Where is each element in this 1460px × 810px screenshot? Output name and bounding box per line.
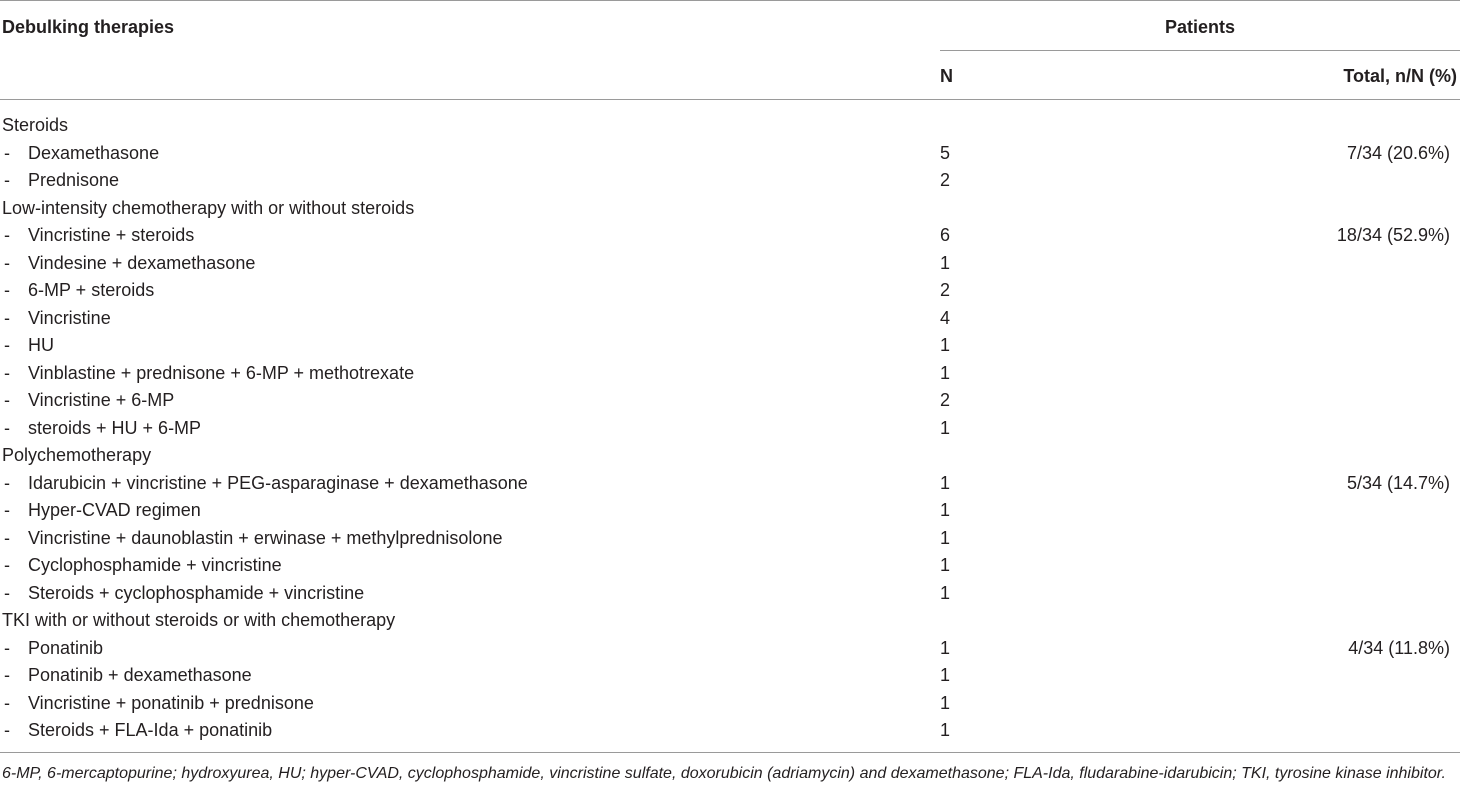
category-name: Steroids [2,115,69,135]
table-row [0,250,1460,278]
patient-count: 1 [940,527,951,548]
therapy-name: Hyper-CVAD regimen [28,500,201,520]
row-dash: - [4,225,10,245]
total-proportion: 4/34 (11.8%) [1348,637,1450,658]
therapy-name: Ponatinib + dexamethasone [28,665,252,685]
row-dash: - [4,527,10,548]
table-row [0,167,1460,195]
row-dash: - [4,555,10,575]
table-row [0,415,1460,443]
table-row [0,717,1460,745]
header-total: Total, n/N (%) [1343,66,1457,86]
row-dash: - [4,170,10,190]
category-name: TKI with or without steroids or with chemotherapy [2,610,396,630]
patient-count: 6 [940,225,951,245]
table-row [0,222,1460,250]
table-footnote: 6-MP, 6-mercaptopurine; hydroxyurea, HU; hyper-CVAD, cyclophosphamide, vincristine sulfate, doxorubicin (adriamycin) and dexamethasone; FLA-Ida, fludarabine-idarubicin; TKI, tyrosine kinase inhibitor. [2,765,1446,782]
category-name: Low-intensity chemotherapy with or without steroids [2,197,415,218]
therapy-name: Steroids + cyclophosphamide + vincristine [28,582,365,603]
patient-count: 1 [940,417,951,438]
row-dash: - [4,582,10,603]
table-row [0,690,1460,718]
therapy-name: Steroids + FLA-Ida + ponatinib [28,720,273,740]
header-n: N [940,66,953,86]
row-dash: - [4,390,10,410]
table-row [0,580,1460,608]
patient-count: 1 [940,472,951,493]
table-row [0,635,1460,663]
patient-count: 1 [940,252,951,273]
therapy-name: Dexamethasone [28,142,160,163]
table-row [0,387,1460,415]
therapy-name: Vinblastine + prednisone + 6-MP + methotrexate [28,362,415,383]
therapy-name: Vincristine [28,307,111,328]
therapy-name: steroids + HU + 6-MP [28,417,202,438]
row-dash: - [4,280,10,300]
row-dash: - [4,720,10,740]
therapy-name: Idarubicin + vincristine + PEG-asparaginase + dexamethasone [28,472,528,493]
total-proportion: 18/34 (52.9%) [1336,225,1450,245]
header-bottom-rule [0,99,1460,100]
therapy-name: Prednisone [28,170,120,190]
category-row [0,195,1460,223]
table-body [0,112,1460,745]
row-dash: - [4,307,10,328]
table-row [0,305,1460,333]
table-row [0,552,1460,580]
table-row [0,277,1460,305]
row-dash: - [4,362,10,383]
patient-count: 1 [940,555,951,575]
table-row [0,332,1460,360]
table-bottom-rule [0,752,1460,753]
row-dash: - [4,665,10,685]
total-proportion: 7/34 (20.6%) [1346,142,1450,163]
therapy-name: HU [28,335,54,355]
patients-span-rule [940,50,1460,51]
patient-count: 1 [940,665,951,685]
patient-count: 2 [940,390,951,410]
table-top-rule [0,0,1460,1]
row-dash: - [4,500,10,520]
table-row [0,470,1460,498]
table-row [0,140,1460,168]
category-row [0,607,1460,635]
row-dash: - [4,637,10,658]
category-row [0,442,1460,470]
patient-count: 4 [940,307,951,328]
row-dash: - [4,335,10,355]
row-dash: - [4,252,10,273]
therapy-name: Vincristine + steroids [28,225,195,245]
therapy-name: Vincristine + ponatinib + prednisone [28,692,314,713]
therapy-name: Vincristine + daunoblastin + erwinase + methylprednisolone [28,527,503,548]
therapy-name: Vindesine + dexamethasone [28,252,256,273]
patient-count: 1 [940,362,951,383]
table-row [0,497,1460,525]
therapy-name: Vincristine + 6-MP [28,390,175,410]
row-dash: - [4,142,10,163]
table-row [0,360,1460,388]
therapy-name: 6-MP + steroids [28,280,155,300]
row-dash: - [4,472,10,493]
total-proportion: 5/34 (14.7%) [1346,472,1450,493]
header-debulking-therapies: Debulking therapies [2,17,175,37]
therapy-name: Cyclophosphamide + vincristine [28,555,282,575]
patient-count: 2 [940,280,951,300]
patient-count: 1 [940,720,951,740]
patient-count: 1 [940,692,951,713]
header-patients: Patients [1164,17,1236,37]
therapy-name: Ponatinib [28,637,104,658]
patient-count: 1 [940,335,951,355]
patient-count: 1 [940,500,951,520]
row-dash: - [4,692,10,713]
patient-count: 5 [940,142,951,163]
category-name: Polychemotherapy [2,445,152,465]
category-row [0,112,1460,140]
patient-count: 2 [940,170,951,190]
patient-count: 1 [940,582,951,603]
row-dash: - [4,417,10,438]
table-row [0,662,1460,690]
patient-count: 1 [940,637,951,658]
table-row [0,525,1460,553]
